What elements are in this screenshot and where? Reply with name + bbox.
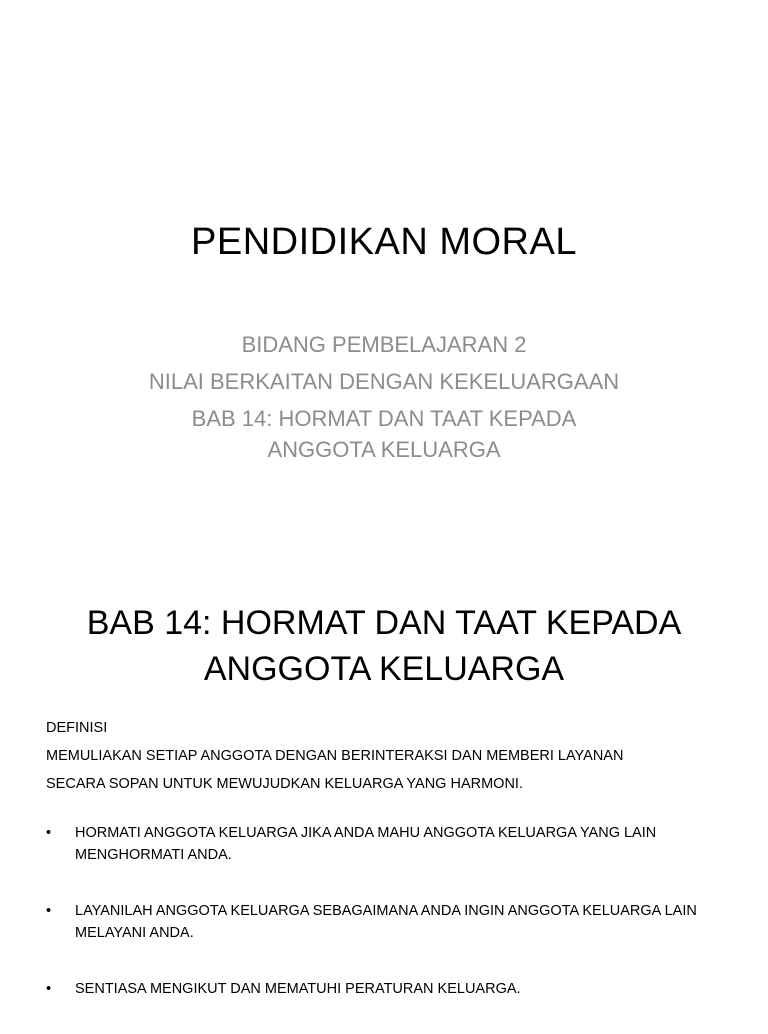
slide-title-heading: PENDIDIKAN MORAL: [191, 221, 577, 263]
definition-heading: DEFINISI: [46, 720, 108, 736]
bullet-item: [46, 900, 726, 944]
bullet-item: [46, 978, 726, 1000]
bullet-dot-icon: •: [46, 903, 52, 919]
subtitle-line: BIDANG PEMBELAJARAN 2: [241, 332, 527, 357]
subtitle-line: BAB 14: HORMAT DAN TAAT KEPADA: [191, 406, 577, 431]
definition-line: SECARA SOPAN UNTUK MEWUJUDKAN KELUARGA YANG HARMONI.: [46, 776, 523, 792]
bullet-dot-icon: •: [46, 825, 52, 841]
subtitle-line: NILAI BERKAITAN DENGAN KEKELUARGAAN: [148, 369, 620, 394]
bullet-dot-icon: •: [46, 981, 52, 997]
slide-subtitle: [60, 329, 708, 471]
bullet-text: HORMATI ANGGOTA KELUARGA JIKA ANDA MAHU ANGGOTA KELUARGA YANG LAIN MENGHORMATI ANDA.: [75, 825, 657, 863]
subtitle-line: ANGGOTA KELUARGA: [267, 437, 501, 462]
bullet-list: [46, 822, 726, 1034]
bullet-item: [46, 822, 726, 866]
content-title-line: ANGGOTA KELUARGA: [203, 650, 565, 688]
content-title-line: BAB 14: HORMAT DAN TAAT KEPADA: [86, 604, 682, 642]
content-slide-title: [0, 600, 768, 692]
slide-content: [0, 576, 768, 1024]
bullet-text: LAYANILAH ANGGOTA KELUARGA SEBAGAIMANA ANDA INGIN ANGGOTA KELUARGA LAIN MELAYANI ANDA.: [75, 903, 697, 941]
bullet-text: SENTIASA MENGIKUT DAN MEMATUHI PERATURAN KELUARGA.: [75, 981, 521, 997]
definition-line: MEMULIAKAN SETIAP ANGGOTA DENGAN BERINTERAKSI DAN MEMBERI LAYANAN: [46, 748, 624, 764]
definition-block: [46, 714, 726, 798]
